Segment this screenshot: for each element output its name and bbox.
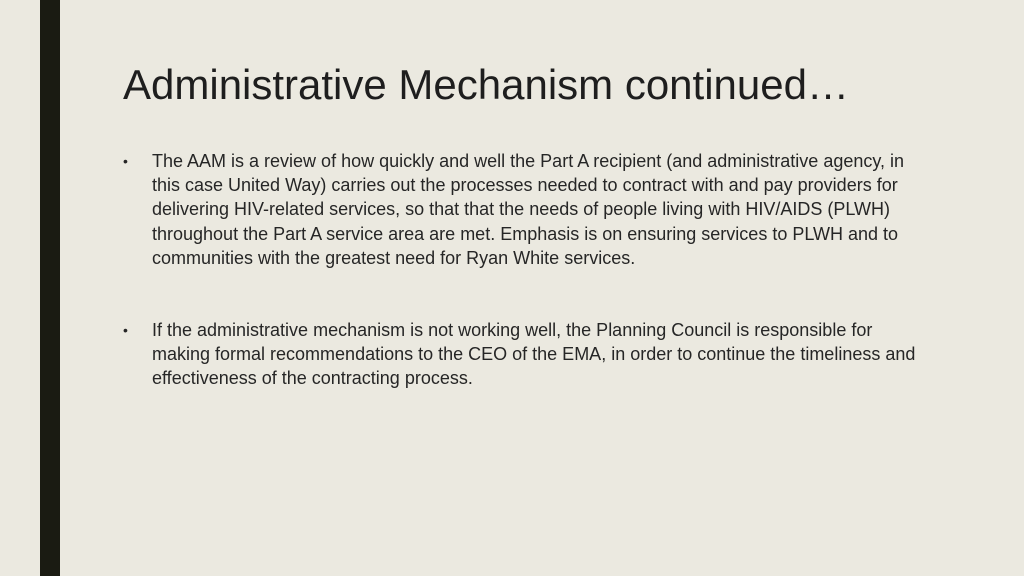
accent-bar bbox=[40, 0, 60, 576]
slide-title: Administrative Mechanism continued… bbox=[123, 61, 849, 108]
bullet-list bbox=[123, 149, 923, 391]
bullet-marker: • bbox=[123, 322, 128, 339]
bullet-marker: • bbox=[123, 153, 128, 169]
bullet-item bbox=[123, 318, 923, 391]
bullet-item bbox=[123, 149, 923, 270]
bullet-text: The AAM is a review of how quickly and well the Part A recipient (and administrative agency, in this case United Way) carries out the processes needed to contract with and pay providers for delivering HIV-related services, so that that the needs of people living with HIV/AIDS (PLWH) throughout the Part A service area are met. Emphasis is on ensuring services to PLWH and to communities with the greatest need for Ryan White services. bbox=[152, 151, 905, 268]
bullet-text: If the administrative mechanism is not working well, the Planning Council is responsible for making formal recommendations to the CEO of the EMA, in order to continue the timeliness and effectiveness of the contracting process. bbox=[152, 320, 916, 389]
